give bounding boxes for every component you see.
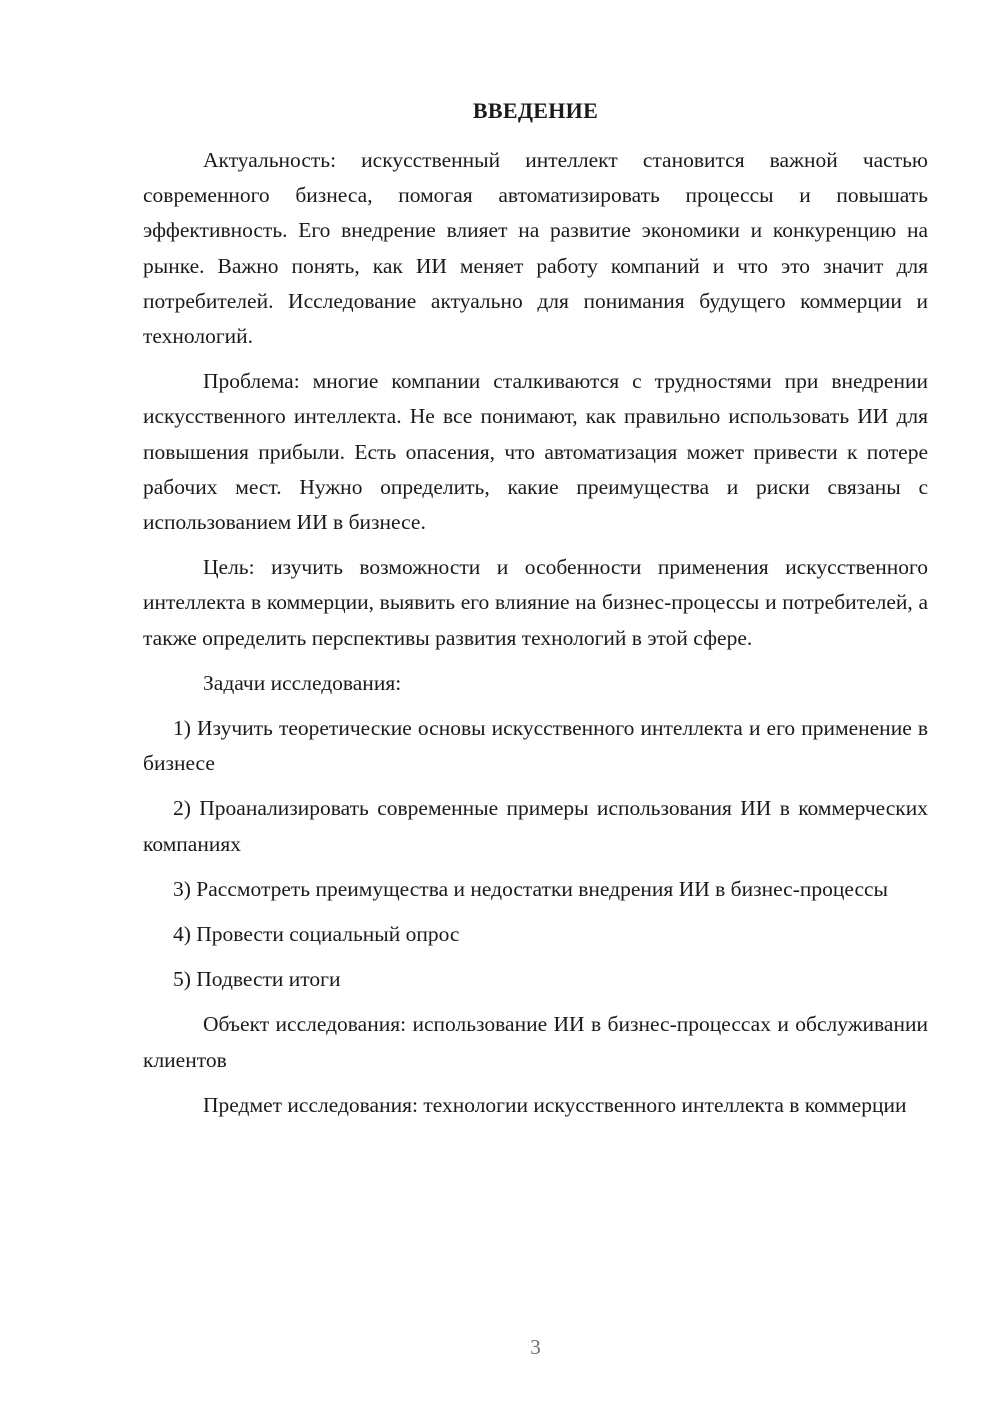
paragraph-problem: Проблема: многие компании сталкиваются с трудностями при внедрении искусственного интеллекта. Не все понимают, как правильно использовать ИИ для повышения прибыли. Есть опасения, что автоматизация может привести к потере рабочих мест. Нужно определить, какие преимущества и риски связаны с использованием ИИ в бизнесе. — [143, 369, 928, 535]
task-item-2: 2) Проанализировать современные примеры использования ИИ в коммерческих компаниях — [143, 796, 928, 856]
tasks-title: Задачи исследования: — [203, 670, 402, 695]
paragraph-relevance: Актуальность: искусственный интеллект становится важной частью современного бизнеса, помогая автоматизировать процессы и повышать эффективность. Его внедрение влияет на развитие экономики и конкуренцию на рынке. Важно понять, как ИИ меняет работу компаний и что это значит для потребителей. Исследование актуально для понимания будущего коммерции и технологий. — [143, 148, 928, 349]
paragraph-object: Объект исследования: использование ИИ в бизнес-процессах и обслуживании клиентов — [143, 1012, 928, 1072]
task-item-1: 1) Изучить теоретические основы искусственного интеллекта и его применение в бизнесе — [143, 716, 928, 776]
page-number: 3 — [530, 1335, 541, 1359]
paragraph-subject: Предмет исследования: технологии искусственного интеллекта в коммерции — [203, 1092, 907, 1117]
task-item-4: 4) Провести социальный опрос — [173, 922, 460, 947]
paragraph-goal: Цель: изучить возможности и особенности применения искусственного интеллекта в коммерции, выявить его влияние на бизнес-процессы и потребителей, а также определить перспективы развития технологий в этой сфере. — [143, 555, 928, 650]
task-item-3: 3) Рассмотреть преимущества и недостатки внедрения ИИ в бизнес-процессы — [173, 876, 888, 901]
task-item-5: 5) Подвести итоги — [173, 967, 341, 992]
document-page — [143, 0, 928, 1414]
section-heading: ВВЕДЕНИЕ — [472, 98, 599, 123]
document-body — [143, 143, 928, 1123]
